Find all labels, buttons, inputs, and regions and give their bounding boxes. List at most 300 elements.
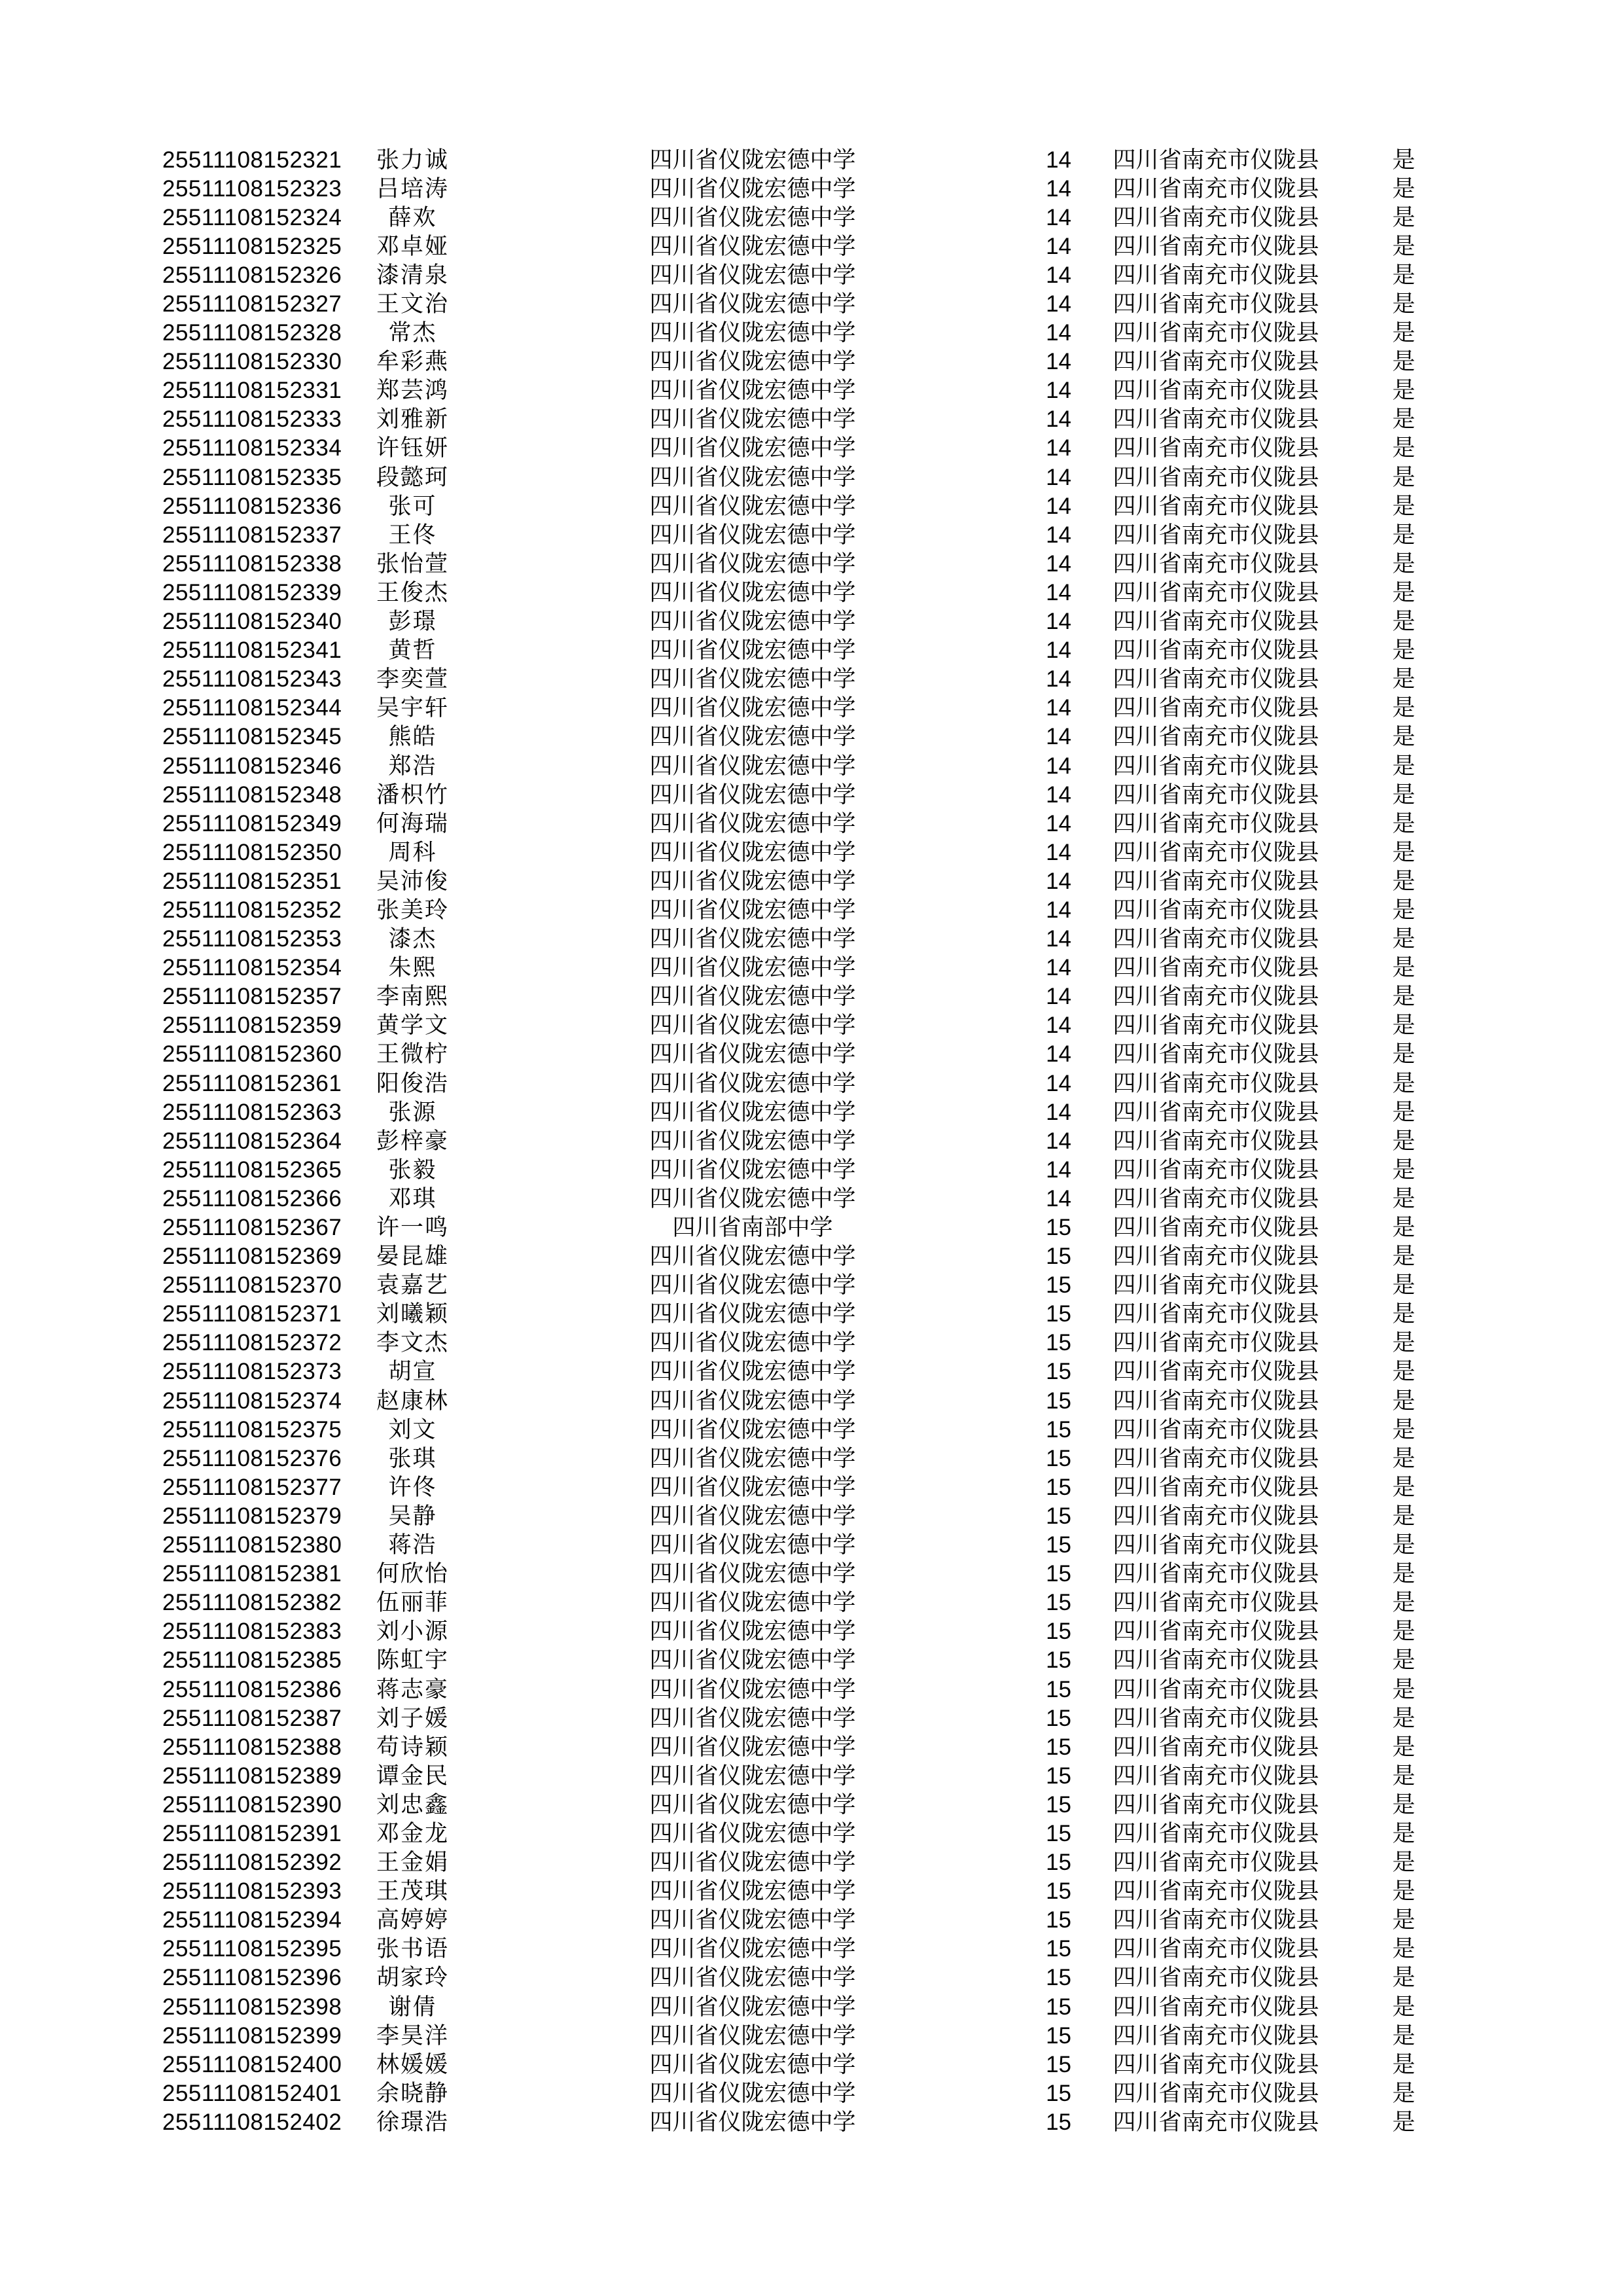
confirm-flag-cell: 是 [1392, 839, 1416, 865]
location-cell: 四川省南充市仪陇县 [1113, 1561, 1319, 1587]
school-cell: 四川省仪陇宏德中学 [649, 1936, 856, 1962]
school-cell: 四川省仪陇宏德中学 [649, 1907, 856, 1933]
student-name-cell: 张书语 [376, 1936, 449, 1962]
student-name-cell: 潘枳竹 [376, 781, 449, 808]
school-cell: 四川省仪陇宏德中学 [649, 1041, 856, 1067]
age-cell: 14 [1046, 291, 1071, 317]
exam-id-cell: 25511108152377 [162, 1474, 342, 1500]
student-name-cell: 张源 [388, 1099, 437, 1125]
confirm-flag-cell: 是 [1392, 493, 1416, 519]
exam-id-cell: 25511108152372 [162, 1330, 342, 1356]
exam-id-cell: 25511108152351 [162, 868, 342, 894]
confirm-flag-cell: 是 [1392, 2109, 1416, 2135]
exam-id-cell: 25511108152333 [162, 406, 342, 433]
age-cell: 15 [1046, 1532, 1071, 1558]
table-row [0, 1964, 1623, 1992]
table-row [0, 1300, 1623, 1329]
school-cell: 四川省仪陇宏德中学 [649, 868, 856, 894]
age-cell: 15 [1046, 1965, 1071, 1991]
age-cell: 14 [1046, 695, 1071, 721]
student-name-cell: 彭梓豪 [376, 1128, 449, 1154]
age-cell: 14 [1046, 262, 1071, 288]
confirm-flag-cell: 是 [1392, 781, 1416, 808]
age-cell: 14 [1046, 493, 1071, 519]
confirm-flag-cell: 是 [1392, 637, 1416, 664]
table-row [0, 1415, 1623, 1444]
table-row [0, 348, 1623, 376]
table-row [0, 1906, 1623, 1935]
school-cell: 四川省仪陇宏德中学 [649, 1965, 856, 1991]
school-cell: 四川省仪陇宏德中学 [649, 493, 856, 519]
school-cell: 四川省仪陇宏德中学 [649, 464, 856, 490]
student-name-cell: 漆清泉 [376, 262, 449, 288]
table-row [0, 405, 1623, 434]
table-row [0, 1531, 1623, 1560]
table-row [0, 1444, 1623, 1473]
age-cell: 15 [1046, 2051, 1071, 2077]
confirm-flag-cell: 是 [1392, 378, 1416, 404]
age-cell: 14 [1046, 204, 1071, 230]
table-row [0, 520, 1623, 549]
location-cell: 四川省南充市仪陇县 [1113, 2109, 1319, 2135]
confirm-flag-cell: 是 [1392, 1445, 1416, 1471]
age-cell: 14 [1046, 868, 1071, 894]
table-row [0, 780, 1623, 809]
location-cell: 四川省南充市仪陇县 [1113, 1994, 1319, 2020]
table-row [0, 1213, 1623, 1242]
location-cell: 四川省南充市仪陇县 [1113, 666, 1319, 692]
school-cell: 四川省仪陇宏德中学 [649, 291, 856, 317]
table-row [0, 145, 1623, 174]
table-row [0, 319, 1623, 348]
student-name-cell: 薛欢 [388, 204, 437, 230]
exam-id-cell: 25511108152385 [162, 1647, 342, 1674]
age-cell: 15 [1046, 1244, 1071, 1270]
student-name-cell: 阳俊浩 [376, 1070, 449, 1096]
school-cell: 四川省仪陇宏德中学 [649, 522, 856, 548]
age-cell: 15 [1046, 1416, 1071, 1443]
age-cell: 15 [1046, 2022, 1071, 2049]
student-name-cell: 王金娟 [376, 1850, 449, 1876]
confirm-flag-cell: 是 [1392, 522, 1416, 548]
age-cell: 14 [1046, 666, 1071, 692]
student-name-cell: 张力诚 [376, 147, 449, 173]
confirm-flag-cell: 是 [1392, 1647, 1416, 1674]
exam-id-cell: 25511108152343 [162, 666, 342, 692]
age-cell: 14 [1046, 1157, 1071, 1183]
table-row [0, 1790, 1623, 1819]
school-cell: 四川省仪陇宏德中学 [649, 147, 856, 173]
confirm-flag-cell: 是 [1392, 666, 1416, 692]
location-cell: 四川省南充市仪陇县 [1113, 1157, 1319, 1183]
location-cell: 四川省南充市仪陇县 [1113, 493, 1319, 519]
student-name-cell: 王茂琪 [376, 1878, 449, 1905]
school-cell: 四川省仪陇宏德中学 [649, 1878, 856, 1905]
student-name-cell: 彭璟 [388, 609, 437, 635]
table-row [0, 1098, 1623, 1126]
school-cell: 四川省仪陇宏德中学 [649, 1388, 856, 1414]
exam-id-cell: 25511108152393 [162, 1878, 342, 1905]
location-cell: 四川省南充市仪陇县 [1113, 1070, 1319, 1096]
table-row [0, 636, 1623, 665]
table-row [0, 203, 1623, 232]
school-cell: 四川省仪陇宏德中学 [649, 1099, 856, 1125]
student-name-cell: 李文杰 [376, 1330, 449, 1356]
location-cell: 四川省南充市仪陇县 [1113, 868, 1319, 894]
table-row [0, 2108, 1623, 2136]
location-cell: 四川省南充市仪陇县 [1113, 2051, 1319, 2077]
confirm-flag-cell: 是 [1392, 1215, 1416, 1241]
age-cell: 15 [1046, 1215, 1071, 1241]
location-cell: 四川省南充市仪陇县 [1113, 897, 1319, 923]
confirm-flag-cell: 是 [1392, 1619, 1416, 1645]
table-row [0, 1242, 1623, 1271]
confirm-flag-cell: 是 [1392, 1388, 1416, 1414]
location-cell: 四川省南充市仪陇县 [1113, 781, 1319, 808]
age-cell: 15 [1046, 1763, 1071, 1789]
table-row [0, 2021, 1623, 2050]
school-cell: 四川省仪陇宏德中学 [649, 1301, 856, 1327]
confirm-flag-cell: 是 [1392, 1850, 1416, 1876]
location-cell: 四川省南充市仪陇县 [1113, 2080, 1319, 2106]
exam-id-cell: 25511108152398 [162, 1994, 342, 2020]
age-cell: 15 [1046, 1474, 1071, 1500]
table-row [0, 549, 1623, 578]
school-cell: 四川省仪陇宏德中学 [649, 1619, 856, 1645]
school-cell: 四川省仪陇宏德中学 [649, 2109, 856, 2135]
school-cell: 四川省仪陇宏德中学 [649, 1676, 856, 1702]
exam-id-cell: 25511108152341 [162, 637, 342, 664]
age-cell: 15 [1046, 1330, 1071, 1356]
location-cell: 四川省南充市仪陇县 [1113, 550, 1319, 577]
school-cell: 四川省仪陇宏德中学 [649, 1416, 856, 1443]
school-cell: 四川省仪陇宏德中学 [649, 609, 856, 635]
age-cell: 14 [1046, 1041, 1071, 1067]
exam-id-cell: 25511108152401 [162, 2080, 342, 2106]
age-cell: 15 [1046, 1850, 1071, 1876]
confirm-flag-cell: 是 [1392, 926, 1416, 952]
student-name-cell: 徐璟浩 [376, 2109, 449, 2135]
school-cell: 四川省仪陇宏德中学 [649, 1128, 856, 1154]
confirm-flag-cell: 是 [1392, 1532, 1416, 1558]
age-cell: 14 [1046, 550, 1071, 577]
exam-id-cell: 25511108152400 [162, 2051, 342, 2077]
student-name-cell: 刘忠鑫 [376, 1791, 449, 1818]
exam-id-cell: 25511108152371 [162, 1301, 342, 1327]
age-cell: 14 [1046, 233, 1071, 259]
confirm-flag-cell: 是 [1392, 2051, 1416, 2077]
student-name-cell: 王俊杰 [376, 579, 449, 605]
table-row [0, 232, 1623, 260]
exam-id-cell: 25511108152346 [162, 753, 342, 779]
confirm-flag-cell: 是 [1392, 1791, 1416, 1818]
exam-id-cell: 25511108152336 [162, 493, 342, 519]
exam-id-cell: 25511108152399 [162, 2022, 342, 2049]
location-cell: 四川省南充市仪陇县 [1113, 1763, 1319, 1789]
student-name-cell: 王文治 [376, 291, 449, 317]
confirm-flag-cell: 是 [1392, 1561, 1416, 1587]
age-cell: 14 [1046, 349, 1071, 375]
confirm-flag-cell: 是 [1392, 1070, 1416, 1096]
school-cell: 四川省仪陇宏德中学 [649, 1474, 856, 1500]
student-name-cell: 张怡萱 [376, 550, 449, 577]
location-cell: 四川省南充市仪陇县 [1113, 1965, 1319, 1991]
confirm-flag-cell: 是 [1392, 320, 1416, 346]
age-cell: 14 [1046, 147, 1071, 173]
exam-id-cell: 25511108152364 [162, 1128, 342, 1154]
table-row [0, 492, 1623, 520]
school-cell: 四川省仪陇宏德中学 [649, 839, 856, 865]
confirm-flag-cell: 是 [1392, 233, 1416, 259]
exam-id-cell: 25511108152344 [162, 695, 342, 721]
age-cell: 15 [1046, 2080, 1071, 2106]
student-name-cell: 刘文 [388, 1416, 437, 1443]
confirm-flag-cell: 是 [1392, 695, 1416, 721]
age-cell: 15 [1046, 1590, 1071, 1616]
school-cell: 四川省仪陇宏德中学 [649, 1503, 856, 1529]
confirm-flag-cell: 是 [1392, 1907, 1416, 1933]
student-name-cell: 王微柠 [376, 1041, 449, 1067]
age-cell: 15 [1046, 1445, 1071, 1471]
student-name-cell: 林媛媛 [376, 2051, 449, 2077]
location-cell: 四川省南充市仪陇县 [1113, 1676, 1319, 1702]
exam-id-cell: 25511108152392 [162, 1850, 342, 1876]
school-cell: 四川省仪陇宏德中学 [649, 550, 856, 577]
location-cell: 四川省南充市仪陇县 [1113, 1388, 1319, 1414]
table-row [0, 895, 1623, 924]
table-row [0, 723, 1623, 751]
school-cell: 四川省仪陇宏德中学 [649, 781, 856, 808]
age-cell: 14 [1046, 984, 1071, 1010]
exam-id-cell: 25511108152388 [162, 1734, 342, 1760]
exam-id-cell: 25511108152376 [162, 1445, 342, 1471]
exam-id-cell: 25511108152330 [162, 349, 342, 375]
student-name-cell: 刘曦颖 [376, 1301, 449, 1327]
table-row [0, 1011, 1623, 1040]
confirm-flag-cell: 是 [1392, 724, 1416, 750]
location-cell: 四川省南充市仪陇县 [1113, 147, 1319, 173]
exam-id-cell: 25511108152323 [162, 175, 342, 202]
age-cell: 14 [1046, 1013, 1071, 1039]
exam-id-cell: 25511108152345 [162, 724, 342, 750]
table-row [0, 1473, 1623, 1501]
location-cell: 四川省南充市仪陇县 [1113, 1041, 1319, 1067]
student-name-cell: 吴宇轩 [376, 695, 449, 721]
student-name-cell: 蒋志豪 [376, 1676, 449, 1702]
confirm-flag-cell: 是 [1392, 1359, 1416, 1385]
student-name-cell: 赵康林 [376, 1388, 449, 1414]
table-row [0, 1761, 1623, 1790]
location-cell: 四川省南充市仪陇县 [1113, 522, 1319, 548]
location-cell: 四川省南充市仪陇县 [1113, 695, 1319, 721]
school-cell: 四川省仪陇宏德中学 [649, 1272, 856, 1299]
confirm-flag-cell: 是 [1392, 1474, 1416, 1500]
location-cell: 四川省南充市仪陇县 [1113, 1099, 1319, 1125]
confirm-flag-cell: 是 [1392, 868, 1416, 894]
student-name-cell: 黄学文 [376, 1013, 449, 1039]
table-row [0, 1501, 1623, 1530]
school-cell: 四川省仪陇宏德中学 [649, 1994, 856, 2020]
confirm-flag-cell: 是 [1392, 609, 1416, 635]
age-cell: 15 [1046, 1272, 1071, 1299]
location-cell: 四川省南充市仪陇县 [1113, 464, 1319, 490]
exam-id-cell: 25511108152361 [162, 1070, 342, 1096]
school-cell: 四川省仪陇宏德中学 [649, 406, 856, 433]
confirm-flag-cell: 是 [1392, 204, 1416, 230]
school-cell: 四川省仪陇宏德中学 [649, 233, 856, 259]
age-cell: 15 [1046, 1359, 1071, 1385]
confirm-flag-cell: 是 [1392, 1157, 1416, 1183]
school-cell: 四川省仪陇宏德中学 [649, 1791, 856, 1818]
age-cell: 15 [1046, 1301, 1071, 1327]
age-cell: 15 [1046, 2109, 1071, 2135]
school-cell: 四川省仪陇宏德中学 [649, 1013, 856, 1039]
age-cell: 15 [1046, 1561, 1071, 1587]
exam-id-cell: 25511108152389 [162, 1763, 342, 1789]
table-row [0, 1040, 1623, 1069]
exam-id-cell: 25511108152348 [162, 781, 342, 808]
confirm-flag-cell: 是 [1392, 435, 1416, 461]
table-row [0, 1357, 1623, 1386]
table-row [0, 2050, 1623, 2079]
age-cell: 14 [1046, 781, 1071, 808]
location-cell: 四川省南充市仪陇县 [1113, 926, 1319, 952]
table-row [0, 1155, 1623, 1184]
school-cell: 四川省仪陇宏德中学 [649, 1244, 856, 1270]
confirm-flag-cell: 是 [1392, 1763, 1416, 1789]
table-row [0, 1126, 1623, 1155]
student-name-cell: 刘小源 [376, 1619, 449, 1645]
exam-id-cell: 25511108152387 [162, 1705, 342, 1731]
exam-id-cell: 25511108152325 [162, 233, 342, 259]
table-row [0, 174, 1623, 203]
student-name-cell: 刘雅新 [376, 406, 449, 433]
student-name-cell: 邓琪 [388, 1185, 437, 1211]
age-cell: 15 [1046, 1907, 1071, 1933]
age-cell: 15 [1046, 1734, 1071, 1760]
school-cell: 四川省仪陇宏德中学 [649, 695, 856, 721]
school-cell: 四川省仪陇宏德中学 [649, 320, 856, 346]
age-cell: 15 [1046, 1994, 1071, 2020]
student-name-cell: 张美玲 [376, 897, 449, 923]
location-cell: 四川省南充市仪陇县 [1113, 839, 1319, 865]
location-cell: 四川省南充市仪陇县 [1113, 1215, 1319, 1241]
table-row [0, 1329, 1623, 1357]
exam-id-cell: 25511108152386 [162, 1676, 342, 1702]
location-cell: 四川省南充市仪陇县 [1113, 1647, 1319, 1674]
location-cell: 四川省南充市仪陇县 [1113, 1503, 1319, 1529]
exam-id-cell: 25511108152349 [162, 810, 342, 836]
school-cell: 四川省仪陇宏德中学 [649, 1359, 856, 1385]
exam-id-cell: 25511108152380 [162, 1532, 342, 1558]
school-cell: 四川省仪陇宏德中学 [649, 1185, 856, 1211]
location-cell: 四川省南充市仪陇县 [1113, 262, 1319, 288]
table-row [0, 1819, 1623, 1848]
student-name-cell: 李奕萱 [376, 666, 449, 692]
exam-id-cell: 25511108152365 [162, 1157, 342, 1183]
exam-id-cell: 25511108152350 [162, 839, 342, 865]
location-cell: 四川省南充市仪陇县 [1113, 1820, 1319, 1846]
location-cell: 四川省南充市仪陇县 [1113, 1791, 1319, 1818]
table-row [0, 1386, 1623, 1415]
exam-id-cell: 25511108152335 [162, 464, 342, 490]
student-name-cell: 李昊洋 [376, 2022, 449, 2049]
location-cell: 四川省南充市仪陇县 [1113, 1013, 1319, 1039]
age-cell: 14 [1046, 175, 1071, 202]
location-cell: 四川省南充市仪陇县 [1113, 1850, 1319, 1876]
location-cell: 四川省南充市仪陇县 [1113, 1330, 1319, 1356]
location-cell: 四川省南充市仪陇县 [1113, 637, 1319, 664]
location-cell: 四川省南充市仪陇县 [1113, 378, 1319, 404]
school-cell: 四川省仪陇宏德中学 [649, 1445, 856, 1471]
table-row [0, 1992, 1623, 2021]
exam-id-cell: 25511108152391 [162, 1820, 342, 1846]
student-name-cell: 何欣怡 [376, 1561, 449, 1587]
confirm-flag-cell: 是 [1392, 291, 1416, 317]
location-cell: 四川省南充市仪陇县 [1113, 435, 1319, 461]
student-name-cell: 郑芸鸿 [376, 378, 449, 404]
age-cell: 15 [1046, 1619, 1071, 1645]
table-row [0, 982, 1623, 1011]
confirm-flag-cell: 是 [1392, 1503, 1416, 1529]
student-name-cell: 许一鸣 [376, 1215, 449, 1241]
age-cell: 14 [1046, 724, 1071, 750]
age-cell: 14 [1046, 897, 1071, 923]
confirm-flag-cell: 是 [1392, 1878, 1416, 1905]
location-cell: 四川省南充市仪陇县 [1113, 1936, 1319, 1962]
exam-id-cell: 25511108152375 [162, 1416, 342, 1443]
table-row [0, 1848, 1623, 1877]
table-row [0, 1617, 1623, 1646]
location-cell: 四川省南充市仪陇县 [1113, 175, 1319, 202]
table-row [0, 578, 1623, 607]
table-row [0, 1588, 1623, 1617]
student-name-cell: 余晓静 [376, 2080, 449, 2106]
location-cell: 四川省南充市仪陇县 [1113, 1619, 1319, 1645]
school-cell: 四川省仪陇宏德中学 [649, 175, 856, 202]
student-name-cell: 何海瑞 [376, 810, 449, 836]
exam-id-cell: 25511108152338 [162, 550, 342, 577]
age-cell: 15 [1046, 1820, 1071, 1846]
student-name-cell: 张可 [388, 493, 437, 519]
confirm-flag-cell: 是 [1392, 1272, 1416, 1299]
location-cell: 四川省南充市仪陇县 [1113, 291, 1319, 317]
exam-id-cell: 25511108152402 [162, 2109, 342, 2135]
exam-id-cell: 25511108152374 [162, 1388, 342, 1414]
exam-id-cell: 25511108152327 [162, 291, 342, 317]
confirm-flag-cell: 是 [1392, 579, 1416, 605]
school-cell: 四川省仪陇宏德中学 [649, 753, 856, 779]
table-row [0, 1184, 1623, 1213]
exam-id-cell: 25511108152367 [162, 1215, 342, 1241]
confirm-flag-cell: 是 [1392, 984, 1416, 1010]
student-name-cell: 许钰妍 [376, 435, 449, 461]
age-cell: 14 [1046, 1128, 1071, 1154]
table-row [0, 925, 1623, 954]
table-row [0, 954, 1623, 982]
exam-id-cell: 25511108152321 [162, 147, 342, 173]
age-cell: 14 [1046, 435, 1071, 461]
student-name-cell: 陈虹宇 [376, 1647, 449, 1674]
table-row [0, 838, 1623, 867]
location-cell: 四川省南充市仪陇县 [1113, 320, 1319, 346]
student-name-cell: 谢倩 [388, 1994, 437, 2020]
confirm-flag-cell: 是 [1392, 1244, 1416, 1270]
age-cell: 14 [1046, 320, 1071, 346]
age-cell: 14 [1046, 1099, 1071, 1125]
exam-id-cell: 25511108152337 [162, 522, 342, 548]
location-cell: 四川省南充市仪陇县 [1113, 1907, 1319, 1933]
